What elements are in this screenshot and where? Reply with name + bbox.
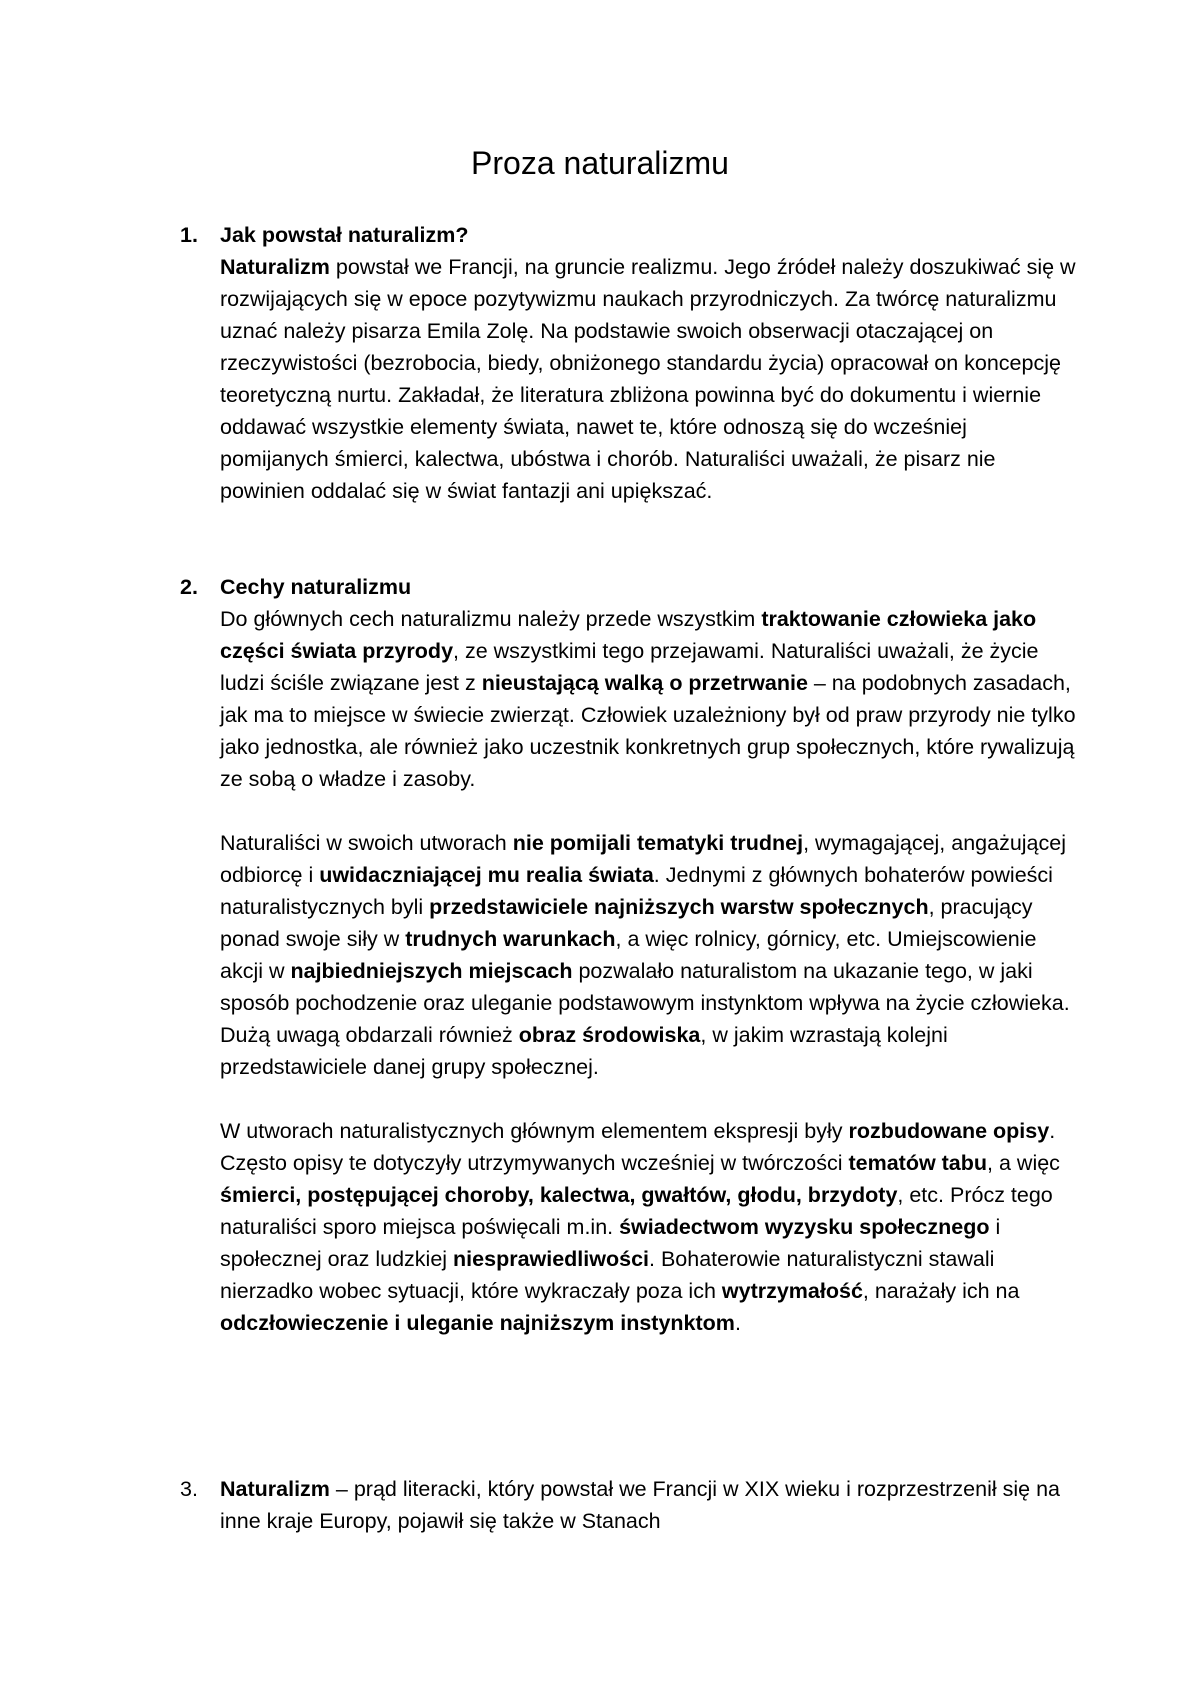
bold-text-run: uwidaczniającej mu realia świata [319, 863, 654, 887]
bold-text-run: odczłowieczenie i uleganie najniższym instynktom [220, 1311, 735, 1335]
text-run: . Jednymi z głównych bohaterów powieści naturalistycznych byli [220, 863, 1053, 919]
text-run: . [734, 1311, 741, 1335]
text-run: i społecznej oraz ludzkiej [220, 1215, 1001, 1271]
section-heading: Cechy naturalizmu [220, 575, 412, 599]
bold-text-run: nie pomijali tematyki trudnej [512, 831, 804, 855]
text-run: , a więc rolnicy, górnicy, etc. Umiejscowienie akcji w [220, 927, 1037, 983]
bold-text-run: obraz środowiska [518, 1023, 701, 1047]
bold-text-run: nieustającą walką o przetrwanie [481, 671, 808, 695]
bold-text-run: Naturalizm [220, 255, 330, 279]
text-run: Naturaliści w swoich utworach [220, 831, 513, 855]
bold-text-run: przedstawiciele najniższych warstw społecznych [429, 895, 929, 919]
bold-text-run: Naturalizm [220, 1477, 330, 1501]
text-run: . Często opisy te dotyczyły utrzymywanych wcześniej w twórczości [220, 1119, 1056, 1175]
section-heading: Jak powstał naturalizm? [220, 223, 469, 247]
bold-text-run: świadectwom wyzysku społecznego [619, 1215, 990, 1239]
text-run: Do głównych cech naturalizmu należy przede wszystkim [220, 607, 762, 631]
text-run: – prąd literacki, który powstał we Francji w XIX wieku i rozprzestrzenił się na inne kraje Europy, pojawił się także w Stanach [220, 1477, 1060, 1533]
text-run: powstał we Francji, na gruncie realizmu. Jego źródeł należy doszukiwać się w rozwijających się w epoce pozytywizmu naukach przyrodniczych. Za twórcę naturalizmu uznać należy pisarza Emila Zolę. Na podstawie swoich obserwacji otaczającej on rzeczywistości (bezrobocia, biedy, obniżonego standardu życia) opracował on koncepcję teoretyczną nurtu. Zakładał, że literatura zbliżona powinna być do dokumentu i wiernie oddawać wszystkie elementy świata, nawet te, które odnoszą się do wcześniej pomijanych śmierci, kalectwa, ubóstwa i chorób. Naturaliści uważali, że pisarz nie powinien oddalać się w świat fantazji ani upiększać. [220, 255, 1076, 503]
text-run: , narażały ich na [862, 1279, 1020, 1303]
section-number: 1. [180, 223, 198, 247]
bold-text-run: wytrzymałość [721, 1279, 863, 1303]
text-run: – na podobnych zasadach, jak ma to miejsce w świecie zwierząt. Człowiek uzależniony był od praw przyrody nie tylko jako jednostka, ale również jako uczestnik konkretnych grup społecznych, które rywalizują ze sobą o władze i zasoby. [220, 671, 1076, 791]
bold-text-run: śmierci, postępującej choroby, kalectwa, gwałtów, głodu, brzydoty [220, 1183, 898, 1207]
text-run: W utworach naturalistycznych głównym elementem ekspresji były [220, 1119, 849, 1143]
section-body [220, 571, 1080, 1339]
bold-text-run: najbiedniejszych miejscach [290, 959, 573, 983]
section-body [220, 219, 1080, 507]
bold-text-run: tematów tabu [848, 1151, 988, 1175]
text-run: , pracujący ponad swoje siły w [220, 895, 1033, 951]
paragraph [220, 827, 1080, 1083]
text-run: , wymagającej, angażującej odbiorcę i [220, 831, 1067, 887]
section-number: 2. [180, 575, 198, 599]
text-run: , ze wszystkimi tego przejawami. Naturaliści uważali, że życie ludzi ściśle związane jest z [220, 639, 1039, 695]
page-title: Proza naturalizmu [471, 145, 729, 181]
bold-text-run: traktowanie człowieka jako części świata przyrody [220, 607, 1037, 663]
paragraph [220, 251, 1080, 507]
text-run: , a więc [987, 1151, 1060, 1175]
bold-text-run: niesprawiedliwości [453, 1247, 650, 1271]
section-body [220, 1473, 1080, 1537]
bold-text-run: trudnych warunkach [405, 927, 616, 951]
text-run: . Bohaterowie naturalistyczni stawali nierzadko wobec sytuacji, które wykraczały poza ich [220, 1247, 995, 1303]
text-run: pozwalało naturalistom na ukazanie tego, w jaki sposób pochodzenie oraz uleganie podstawowym instynktom wpływa na życie człowieka. Dużą uwagą obdarzali również [220, 959, 1070, 1047]
paragraph [220, 1115, 1080, 1339]
paragraph [220, 603, 1080, 795]
text-run: , w jakim wzrastają kolejni przedstawiciele danej grupy społecznej. [220, 1023, 948, 1079]
bold-text-run: rozbudowane opisy [848, 1119, 1050, 1143]
paragraph [220, 1473, 1080, 1537]
text-run: , etc. Prócz tego naturaliści sporo miejsca poświęcali m.in. [220, 1183, 1053, 1239]
section-number: 3. [180, 1477, 198, 1501]
